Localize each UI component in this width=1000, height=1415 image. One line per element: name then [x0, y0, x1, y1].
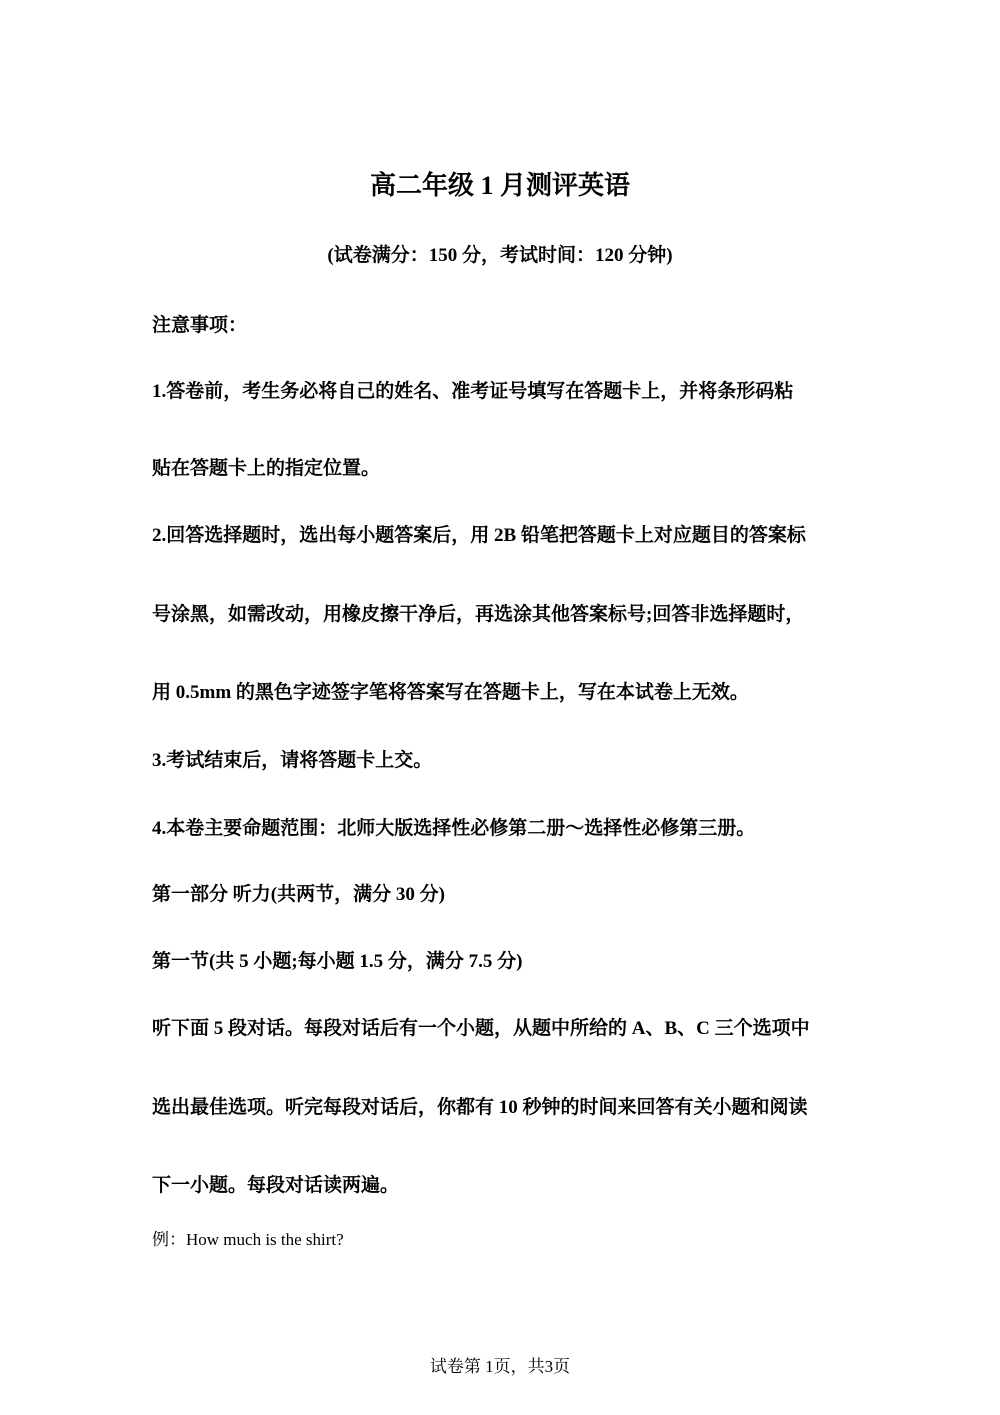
example-question: 例：How much is the shirt? — [152, 1230, 344, 1249]
instruction-line-2: 选出最佳选项。听完每段对话后，你都有 10 秒钟的时间来回答有关小题和阅读 — [152, 1097, 808, 1118]
instruction-line-1: 听下面 5 段对话。每段对话后有一个小题，从题中所给的 A、B、C 三个选项中 — [152, 1018, 810, 1039]
notice-line-3: 2.回答选择题时，选出每小题答案后，用 2B 铅笔把答题卡上对应题目的答案标 — [152, 525, 806, 546]
notice-heading: 注意事项： — [152, 315, 248, 336]
notice-line-6: 3.考试结束后，请将答题卡上交。 — [152, 750, 433, 771]
notice-line-5: 用 0.5mm 的黑色字迹签字笔将答案写在答题卡上，写在本试卷上无效。 — [152, 682, 749, 703]
notice-line-7: 4.本卷主要命题范围：北师大版选择性必修第二册～选择性必修第三册。 — [152, 818, 756, 839]
notice-line-4: 号涂黑，如需改动，用橡皮擦干净后，再选涂其他答案标号;回答非选择题时， — [152, 604, 805, 625]
exam-title: 高二年级 1 月测评英语 — [369, 171, 630, 200]
instruction-line-3: 下一小题。每段对话读两遍。 — [152, 1175, 400, 1196]
part-one-heading: 第一部分 听力(共两节，满分 30 分) — [152, 884, 445, 905]
exam-subtitle: (试卷满分：150 分，考试时间：120 分钟) — [327, 245, 673, 266]
notice-line-2: 贴在答题卡上的指定位置。 — [152, 458, 381, 479]
section-one-heading: 第一节(共 5 小题;每小题 1.5 分，满分 7.5 分) — [152, 951, 523, 972]
notice-line-1: 1.答卷前，考生务必将自己的姓名、准考证号填写在答题卡上，并将条形码粘 — [152, 381, 794, 402]
page-footer: 试卷第 1页，共3页 — [429, 1357, 571, 1376]
